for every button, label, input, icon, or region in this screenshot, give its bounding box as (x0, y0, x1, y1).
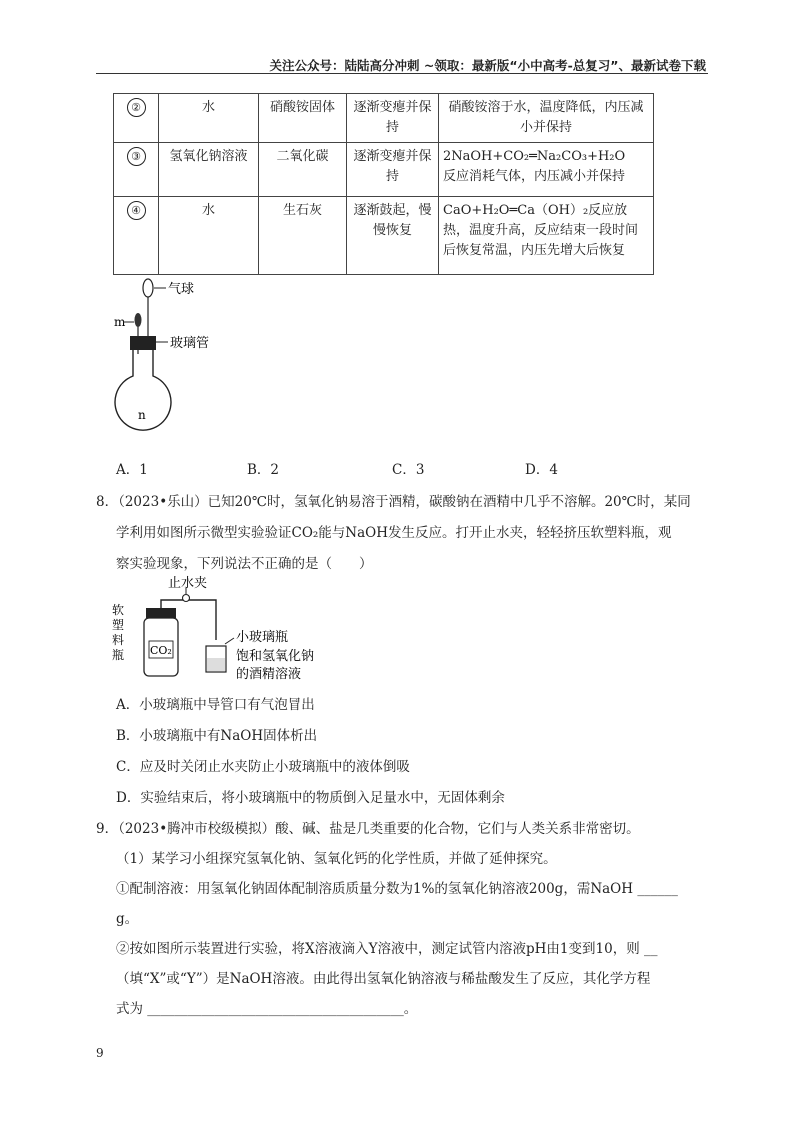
row-number: ④ (114, 197, 159, 275)
row-number: ③ (114, 143, 159, 197)
balloon-label: 气球 (168, 282, 195, 297)
q9-line-5: ②按如图所示装置进行实验，将X溶液滴入Y溶液中，测定试管内溶液pH由1变到10，则 __ (116, 941, 658, 957)
stopper (130, 336, 156, 350)
q7-option-a[interactable]: A．1 (116, 462, 148, 478)
co2-apparatus-figure (108, 574, 368, 684)
solution-label-1: 饱和氢氧化钠 (236, 649, 315, 664)
experiment-table (113, 93, 654, 275)
soft-bottle-cap (146, 608, 176, 618)
reason-cell: 硝酸铵溶于水，温度降低，内压减小并保持 (439, 94, 654, 143)
solution-label-2: 的酒精溶液 (236, 667, 302, 682)
small-bottle-liquid (207, 658, 225, 671)
flask-balloon-figure (108, 276, 248, 436)
solid-cell: 二氧化碳 (259, 143, 347, 197)
q8-option-a[interactable]: A．小玻璃瓶中导管口有气泡冒出 (116, 697, 315, 713)
clip-label: 止水夹 (168, 576, 208, 591)
table-row (114, 143, 654, 197)
q9-line-4: g。 (116, 911, 139, 927)
header-divider (96, 73, 708, 74)
soft-bottle-label-2: 塑 (112, 618, 125, 632)
phenomenon-cell: 逐渐变瘪并保持 (347, 143, 439, 197)
dropper-bulb (135, 313, 142, 327)
soft-bottle-label-1: 软 (112, 603, 125, 617)
page-number: 9 (96, 1046, 104, 1060)
reason-text: 反应消耗气体，内压减小并保持 (443, 169, 626, 184)
phenomenon-cell: 逐渐变瘪并保持 (347, 94, 439, 143)
glass-tube-label: 玻璃管 (170, 336, 210, 351)
reason-cell: CaO+H₂O═Ca（OH）₂反应放热，温度升高，反应结束一段时间后恢复常温，内压先增大后恢复 (439, 197, 654, 275)
liquid-cell: 氢氧化钠溶液 (159, 143, 259, 197)
small-bottle-label: 小玻璃瓶 (236, 630, 289, 645)
liquid-cell: 水 (159, 94, 259, 143)
q8-line-2: 学利用如图所示微型实验验证CO₂能与NaOH发生反应。打开止水夹，轻轻挤压软塑料瓶，观 (116, 525, 672, 541)
balloon-shape (143, 279, 153, 297)
q8-line-1: 8．（2023•乐山）已知20℃时，氢氧化钠易溶于酒精，碳酸钠在酒精中几乎不溶解。20℃时，某同 (96, 494, 691, 510)
liquid-cell: 水 (159, 197, 259, 275)
q9-line-3: ①配制溶液：用氢氧化钠固体配制溶质质量分数为1%的氢氧化钠溶液200g，需NaOH ______ (116, 881, 678, 897)
soft-bottle-label-3: 料 (112, 633, 125, 647)
page-header: 关注公众号：陆陆高分冲刺 ~领取：最新版“小中高考-总复习”、最新试卷下载 (269, 58, 706, 73)
q7-option-c[interactable]: C．3 (392, 462, 425, 478)
row-number: ② (114, 94, 159, 143)
q9-line-1: 9．（2023•腾冲市校级模拟）酸、碱、盐是几类重要的化合物，它们与人类关系非常密切。 (96, 821, 640, 837)
q7-option-d[interactable]: D．4 (525, 462, 558, 478)
reason-cell (439, 143, 654, 197)
solid-cell: 硝酸铵固体 (259, 94, 347, 143)
table-row (114, 94, 654, 143)
q8-option-c[interactable]: C．应及时关闭止水夹防止小玻璃瓶中的液体倒吸 (116, 759, 410, 775)
label-m: m (114, 315, 126, 329)
clip-shape (183, 595, 190, 602)
q9-line-6: （填“X”或“Y”）是NaOH溶液。由此得出氢氧化钠溶液与稀盐酸发生了反应，其化学方程 (116, 971, 651, 987)
q9-line-2: （1）某学习小组探究氢氧化钠、氢氧化钙的化学性质，并做了延伸探究。 (116, 851, 557, 867)
co2-label: CO₂ (150, 644, 172, 657)
phenomenon-cell: 逐渐鼓起，慢慢恢复 (347, 197, 439, 275)
soft-bottle-label-4: 瓶 (112, 648, 125, 662)
q8-line-3: 察实验现象，下列说法不正确的是（ ） (116, 556, 373, 572)
solid-cell: 生石灰 (259, 197, 347, 275)
label-n: n (138, 408, 146, 422)
reason-equation: 2NaOH+CO₂═Na₂CO₃+H₂O (443, 149, 626, 164)
q8-option-d[interactable]: D．实验结束后，将小玻璃瓶中的物质倒入足量水中，无固体剩余 (116, 790, 505, 806)
q9-line-7: 式为 ______________________________________。 (116, 1001, 418, 1017)
q8-option-b[interactable]: B．小玻璃瓶中有NaOH固体析出 (116, 728, 318, 744)
table-row (114, 197, 654, 275)
q7-option-b[interactable]: B．2 (247, 462, 280, 478)
